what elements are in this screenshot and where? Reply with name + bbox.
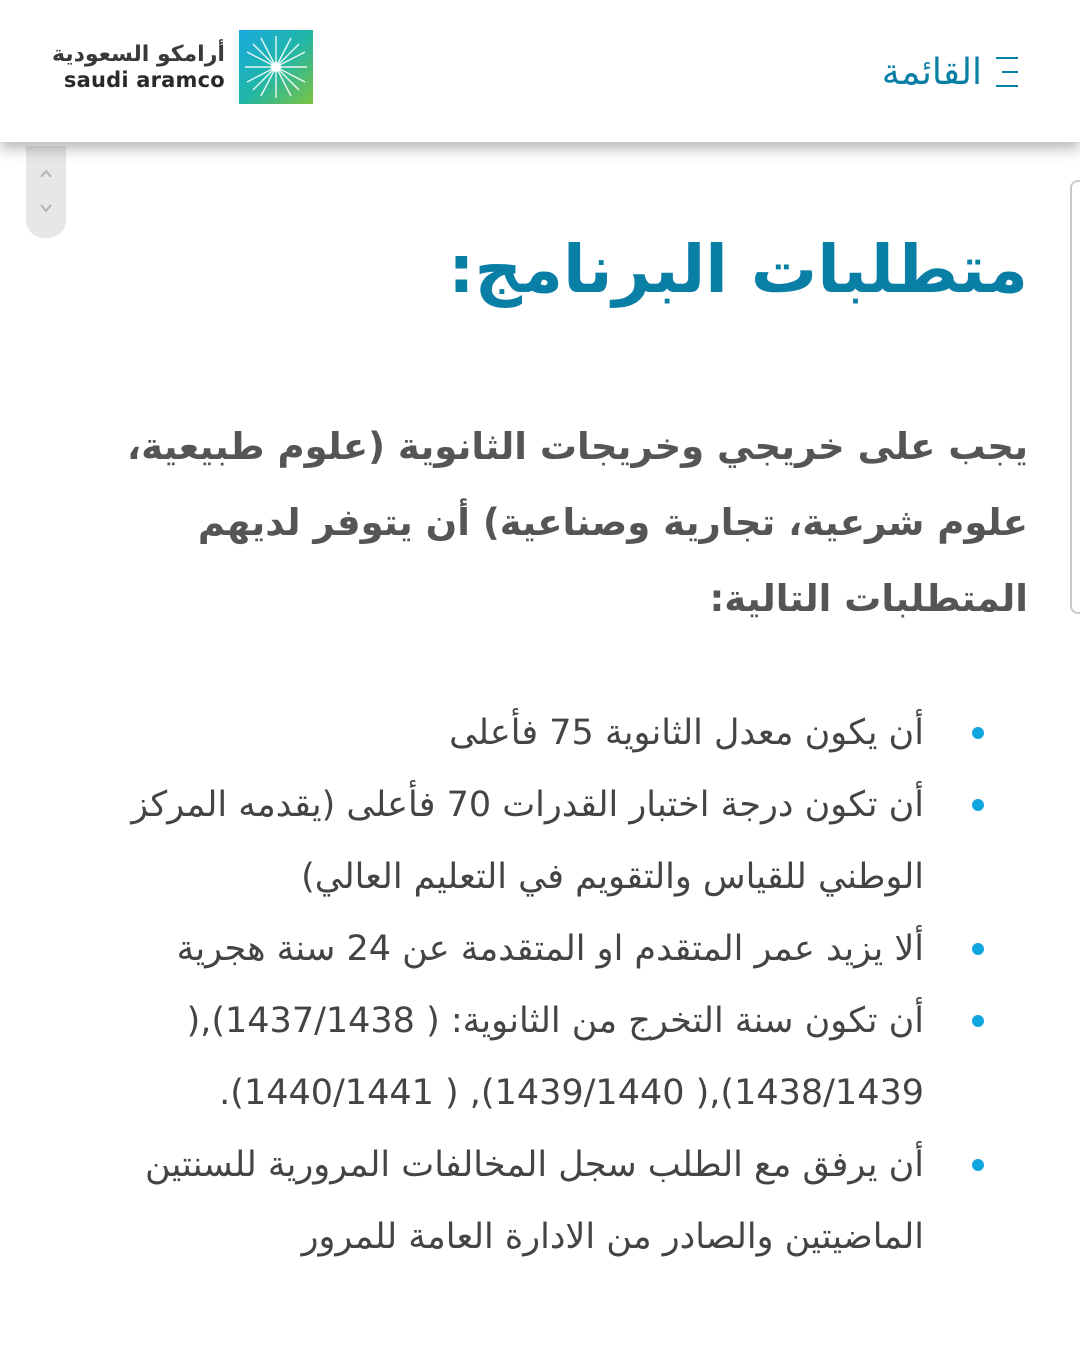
brand-name-english: saudi aramco — [63, 67, 225, 92]
aramco-star-logo — [239, 30, 313, 104]
main-content — [60, 190, 1028, 1273]
bullet-icon — [972, 799, 984, 811]
list-item — [60, 985, 1028, 1129]
list-item — [60, 913, 1028, 985]
bullet-icon — [972, 1159, 984, 1171]
requirement-text: أن يكون معدل الثانوية 75 فأعلى — [449, 713, 924, 753]
bullet-icon — [972, 943, 984, 955]
bullet-icon — [972, 1015, 984, 1027]
chevron-down-icon[interactable] — [38, 200, 54, 216]
brand-wordmark — [52, 41, 225, 92]
side-panel-edge — [1070, 180, 1080, 614]
chevron-up-icon[interactable] — [38, 166, 54, 182]
menu-label: القائمة — [881, 51, 982, 93]
site-header — [0, 0, 1080, 142]
requirement-text: أن تكون سنة التخرج من الثانوية: ( 1437/1438),( 1438/1439),( 1439/1440), ( 1440/1441). — [186, 1001, 924, 1113]
list-item — [60, 769, 1028, 913]
hamburger-icon — [996, 55, 1018, 89]
scroll-control[interactable] — [26, 146, 66, 238]
requirements-list — [60, 697, 1028, 1273]
requirement-text: أن يرفق مع الطلب سجل المخالفات المرورية للسنتين الماضيتين والصادر من الادارة العامة للمرور — [144, 1145, 924, 1257]
brand-logo-link[interactable] — [52, 30, 313, 104]
intro-paragraph: يجب على خريجي وخريجات الثانوية (علوم طبيعية، علوم شرعية، تجارية وصناعية) أن يتوفر لديهم المتطلبات التالية: — [127, 425, 1028, 620]
bullet-icon — [972, 727, 984, 739]
requirement-text: أن تكون درجة اختبار القدرات 70 فأعلى (يقدمه المركز الوطني للقياس والتقويم في التعليم العالي) — [131, 785, 924, 897]
list-item — [60, 1129, 1028, 1273]
list-item — [60, 697, 1028, 769]
requirement-text: ألا يزيد عمر المتقدم او المتقدمة عن 24 سنة هجرية — [176, 929, 924, 969]
brand-name-arabic: أرامكو السعودية — [52, 41, 225, 67]
page-title: متطلبات البرنامج: — [448, 231, 1028, 308]
menu-button[interactable] — [882, 44, 1018, 100]
